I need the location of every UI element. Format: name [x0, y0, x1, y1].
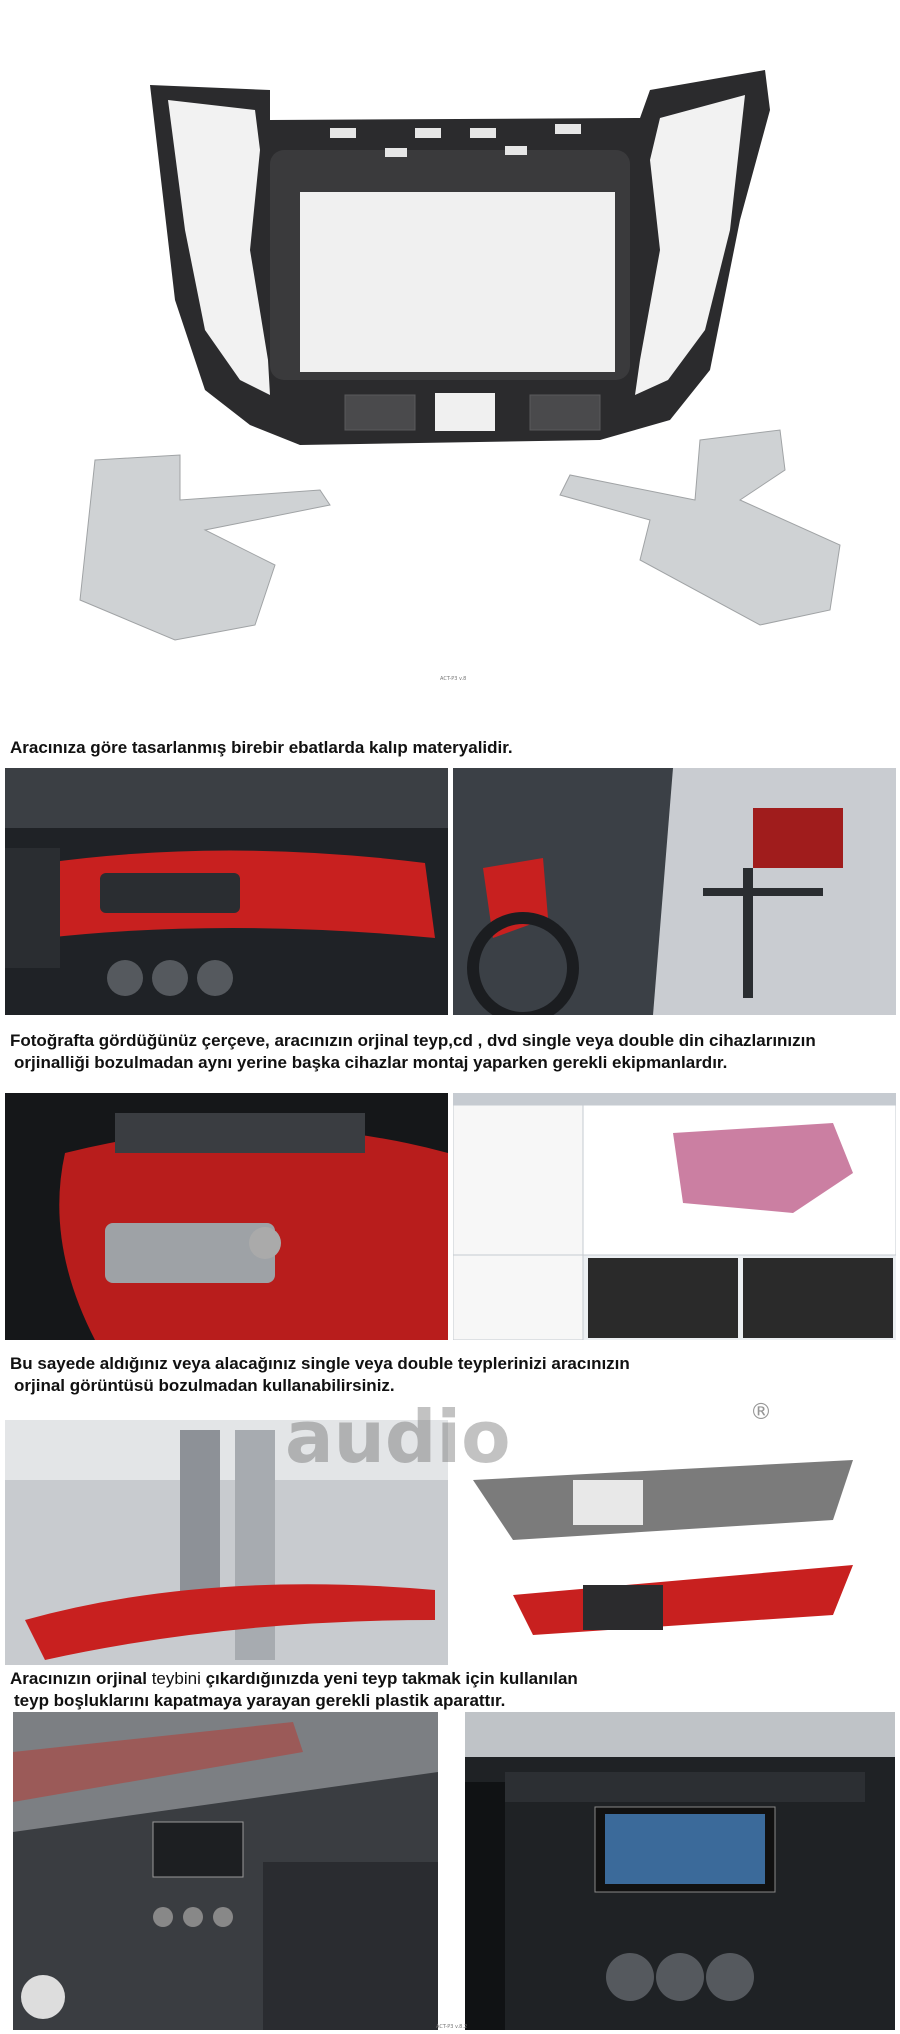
vent-right	[530, 395, 600, 430]
headunit-installed-illustration	[465, 1712, 895, 2030]
photo-dashboard-red	[5, 768, 448, 1015]
caption-4-line-1	[10, 1668, 578, 1690]
caption-3	[10, 1353, 630, 1397]
caption-2-line-2: orjinalliği bozulmadan aynı yerine başka cihazlar montaj yaparken gerekli ekipmanlardır.	[14, 1053, 728, 1072]
caption-4-line-1-part-b: teybini	[151, 1669, 201, 1688]
bracket-left	[80, 455, 330, 640]
caption-3-line-1: Bu sayede aldığınız veya alacağınız single veya double teyplerinizi aracınızın	[10, 1354, 630, 1373]
clip	[385, 148, 407, 157]
caption-4-line-2: teyp boşluklarını kapatmaya yarayan gerekli plastik aparattır.	[14, 1691, 506, 1710]
clip	[505, 146, 527, 155]
product-code-label: ACT-P3 v.8	[440, 676, 467, 682]
interior-installed-illustration	[13, 1712, 438, 2030]
caption-2	[10, 1030, 816, 1074]
frame-screen-opening	[300, 192, 615, 372]
dash-closeup-illustration	[5, 1093, 448, 1340]
photo-3d-software	[453, 1093, 896, 1340]
photo-interior-installed	[13, 1712, 438, 2030]
caption-1	[10, 737, 513, 759]
clip	[415, 128, 441, 138]
caption-4-line-1-part-a: Aracınızın orjinal	[10, 1669, 152, 1688]
caption-1-text: Aracınıza göre tasarlanmış birebir ebatlarda kalıp materyalidir.	[10, 738, 513, 757]
clip	[470, 128, 496, 138]
clip	[555, 124, 581, 134]
bracket-right	[560, 430, 840, 625]
plastic-parts-illustration	[453, 1420, 896, 1665]
laser-scanner-illustration	[453, 768, 896, 1015]
caption-4-line-1-part-c: çıkardığınızda yeni teyp takmak için kullanılan	[200, 1669, 578, 1688]
vent-left	[345, 395, 415, 430]
caption-3-line-2: orjinal görüntüsü bozulmadan kullanabilirsiniz.	[14, 1376, 395, 1395]
caption-4	[10, 1668, 578, 1712]
watermark-registered-mark: ®	[750, 1400, 772, 1425]
photo-laser-scanner	[453, 768, 896, 1015]
watermark-brand-word: audio	[285, 1395, 511, 1479]
footer-code-label: ACT-P3 v.8.2	[436, 2024, 468, 2030]
dash-frame-illustration	[0, 0, 900, 690]
caption-2-line-1: Fotoğrafta gördüğünüz çerçeve, aracınızın orjinal teyp,cd , dvd single veya double din cihazlarınızın	[10, 1031, 816, 1050]
3d-software-illustration	[453, 1093, 896, 1340]
photo-headunit-installed	[465, 1712, 895, 2030]
clip	[330, 128, 356, 138]
dashboard-red-illustration	[5, 768, 448, 1015]
center-tab	[435, 393, 495, 431]
photo-plastic-parts	[453, 1420, 896, 1665]
photo-dash-closeup	[5, 1093, 448, 1340]
product-photo	[0, 0, 900, 690]
